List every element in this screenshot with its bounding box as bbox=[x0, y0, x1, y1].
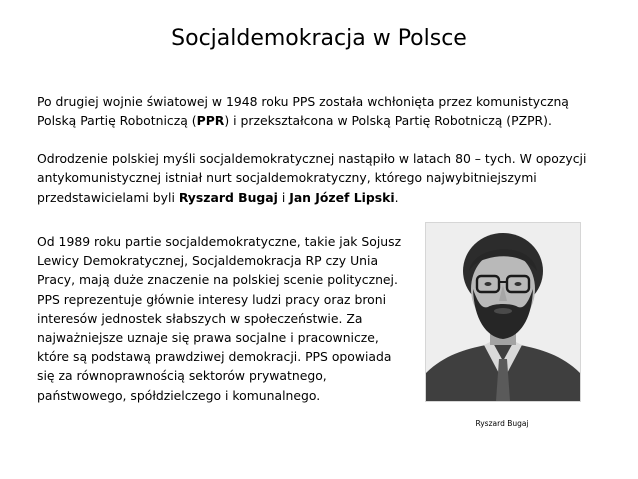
paragraph-revival-end: . bbox=[394, 189, 399, 205]
body-text-block bbox=[37, 232, 402, 405]
paragraph-postwar-text-b: ) i przekształcona w Polską Partię Robotniczą (PZPR). bbox=[224, 113, 552, 129]
paragraph-revival-text: Odrodzenie polskiej myśli socjaldemokratycznej nastąpiło w latach 80 – tych. W opozycji antykomunistycznej istniał nurt socjaldemokratyczny, którego najwybitniejszymi przedstawicielami byli bbox=[37, 151, 587, 205]
paragraph-pps-program: PPS reprezentuje głównie interesy ludzi pracy oraz broni interesów jednostek słabszych w społeczeństwie. Za najważniejsze uznaje się prawa socjalne i pracownicze, które są podstawą prawdziwej demokracji. PPS opowiada się za równoprawnością sektorów prywatnego, państwowego, spółdzielczego i komunalnego. bbox=[37, 291, 392, 403]
paragraph-revival-conjunction: i bbox=[277, 189, 290, 205]
photo-caption: Ryszard Bugaj bbox=[475, 419, 529, 428]
portrait-illustration bbox=[426, 223, 580, 401]
portrait-photo bbox=[425, 222, 581, 402]
slide-title: Socjaldemokracja w Polsce bbox=[171, 26, 467, 51]
person-name-lipski: Jan Józef Lipski bbox=[289, 189, 395, 205]
person-name-bugaj: Ryszard Bugaj bbox=[178, 189, 278, 205]
paragraph-postwar-text-a: Po drugiej wojnie światowej w 1948 roku PPS została wchłonięta przez komunistyczną Polską Partię Robotniczą ( bbox=[37, 94, 569, 129]
ppr-abbreviation: PPR bbox=[196, 113, 225, 129]
paragraph-revival bbox=[37, 149, 607, 207]
paragraph-since-1989: Od 1989 roku partie socjaldemokratyczne, takie jak Sojusz Lewicy Demokratycznej, Socjaldemokracja RP czy Unia Pracy, mają duże znaczenie na polskiej scenie politycznej. bbox=[37, 234, 402, 288]
paragraph-postwar bbox=[37, 92, 607, 131]
